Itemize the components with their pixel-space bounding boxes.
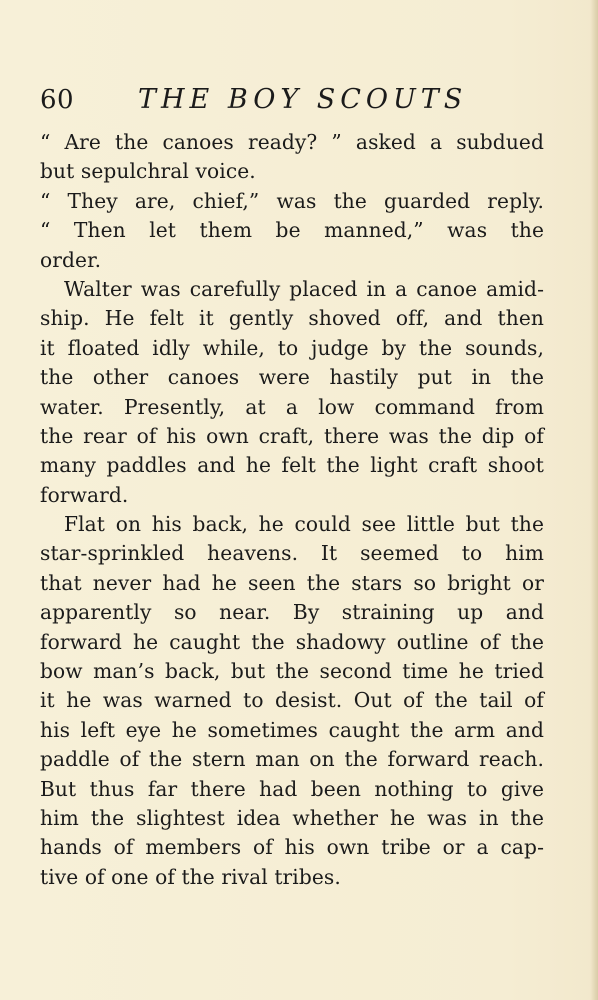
text-line: it he was warned to desist. Out of the tail of	[40, 688, 544, 713]
text-line: apparently so near. By straining up and	[40, 600, 544, 625]
text-line: But thus far there had been nothing to give	[40, 776, 544, 801]
text-line: “ Then let them be manned,” was the	[40, 218, 544, 243]
text-line: the other canoes were hastily put in the	[40, 365, 544, 390]
text-line: ship. He felt it gently shoved off, and then	[40, 306, 544, 331]
text-line: forward he caught the shadowy outline of the	[40, 629, 544, 654]
text-line: “ Are the canoes ready? ” asked a subdued	[40, 130, 544, 154]
text-line: tive of one of the rival tribes.	[40, 864, 341, 889]
text-line: paddle of the stern man on the forward reach.	[40, 747, 544, 772]
body-text	[40, 128, 544, 892]
page-edge-shadow	[590, 0, 598, 1000]
text-line: “ They are, chief,” was the guarded reply.	[40, 188, 544, 213]
text-line: hands of members of his own tribe or a cap-	[40, 835, 544, 860]
text-line: it floated idly while, to judge by the sounds,	[40, 335, 544, 360]
text-line: that never had he seen the stars so bright or	[40, 570, 544, 595]
text-line: water. Presently, at a low command from	[40, 394, 544, 419]
text-line: Flat on his back, he could see little but the	[64, 512, 544, 537]
text-line: bow man’s back, but the second time he tried	[40, 659, 544, 684]
text-line: him the slightest idea whether he was in the	[40, 805, 544, 830]
text-line: star-sprinkled heavens. It seemed to him	[40, 541, 544, 566]
text-line: forward.	[40, 482, 129, 507]
text-line: Walter was carefully placed in a canoe amid-	[64, 276, 544, 301]
page-number: 60	[40, 85, 75, 115]
text-line: many paddles and he felt the light craft shoot	[40, 453, 544, 478]
text-line: his left eye he sometimes caught the arm and	[40, 717, 544, 742]
running-head: THE BOY SCOUTS	[138, 84, 468, 115]
text-line: order.	[40, 247, 102, 272]
page-header	[40, 82, 540, 118]
text-line: but sepulchral voice.	[40, 159, 256, 184]
text-line: the rear of his own craft, there was the dip of	[40, 423, 544, 448]
